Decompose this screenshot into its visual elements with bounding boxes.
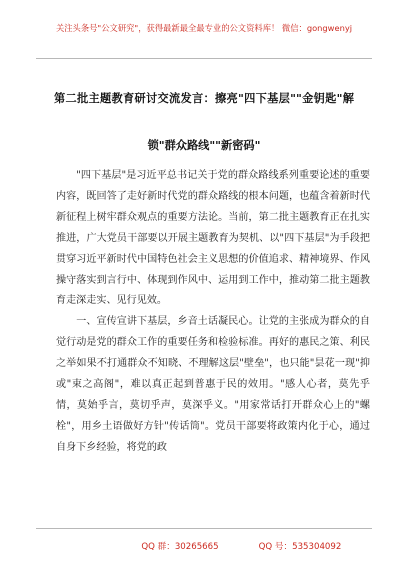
page-footer — [36, 528, 372, 581]
footer-qq-number: QQ 号：535304092 — [258, 542, 342, 552]
document-body — [56, 166, 370, 459]
header-notice: 关注头条号"公文研究"，获得最新最全最专业的公文资料库！ 微信：gongwenyj — [55, 23, 353, 33]
body-paragraph: "四下基层"是习近平总书记关于党的群众路线系列重要论述的重要内容，既回答了走好新时代党的群众路线的根本问题，也蕴含着新时代新征程上树牢群众观点的重要方法论。当前，第二批主题教育正在扎实推进，广大党员干部要以开展主题教育为契机、以"四下基层"为手段把贯穿习近平新时代中国特色社会主义思想的价值追求、精神境界、作风操守落实到言行中、体现到作风中、运用到工作中，推动第二批主题教育走深走实、见行见效。 — [56, 170, 370, 307]
document-title: 第二批主题教育研讨交流发言：擦亮"四下基层""金钥匙"解锁"群众路线""新密码" — [54, 91, 354, 152]
body-paragraph: 一、宣传宣讲下基层，乡音土话凝民心。让党的主张成为群众的自觉行动是党的群众工作的重要任务和检验标准。再好的惠民之策、利民之举如果不打通群众不知晓、不理解这层"壁垒"，也只能"昙花一现"抑或"束之高阁"，难以真正起到普惠于民的效用。"感人心者，莫先乎情，莫始乎言，莫切乎声，莫深乎义。"用家常话打开群众心上的"螺栓"，用乡土语做好方针"传话筒"。党员干部要将政策内化于心，通过自身下乡经验，将党的政 — [56, 316, 370, 453]
page-header — [36, 0, 372, 59]
footer-qq-group: QQ 群：30265665 — [141, 542, 219, 552]
